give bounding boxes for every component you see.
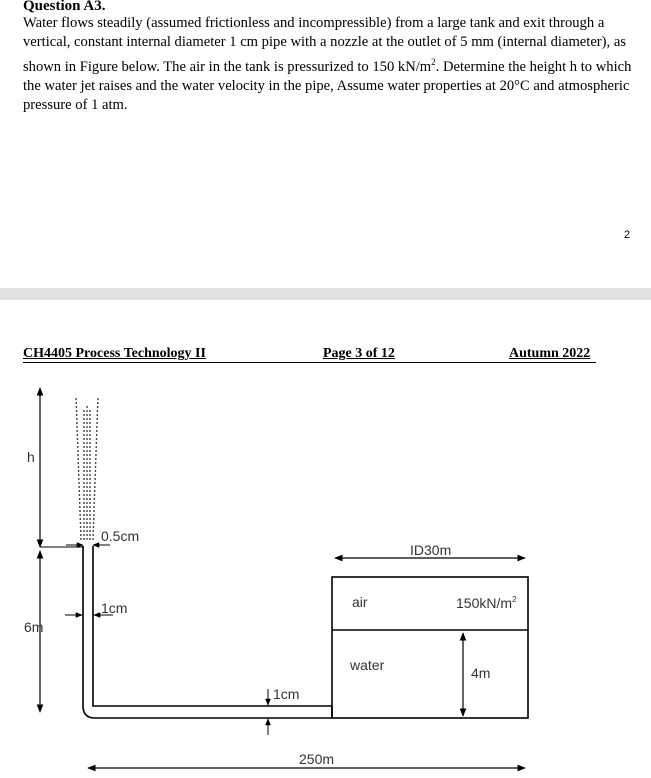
tank-diameter-label: ID30m (410, 542, 452, 558)
header-course: CH4405 Process Technology II (23, 346, 206, 361)
question-text (23, 14, 635, 116)
question-text-superscript: 2 (431, 56, 436, 67)
pressure-label (456, 595, 517, 611)
question-text-main: Water flows steadily (assumed frictionless and incompressible) from a large tank and exit through a vertical, constant internal diameter 1 cm pipe with a nozzle at the outlet of 5 mm (internal diameter), as shown in Figure below. The air in the tank is pressurized to 150 kN/m (23, 15, 626, 75)
length-label: 250m (299, 751, 335, 767)
air-label: air (352, 594, 368, 610)
water-depth-label: 4m (471, 665, 491, 681)
pipe-inner-wall (93, 546, 332, 706)
bottom-pipe-label: 1cm (273, 686, 300, 702)
pressure-superscript: 2 (512, 595, 517, 604)
h-label: h (27, 449, 35, 465)
pressure-value: 150kN/m (456, 595, 513, 611)
water-jet (76, 396, 98, 540)
question-title: Question A3. (23, 0, 106, 14)
water-label: water (350, 657, 385, 673)
pipe-height-label: 6m (24, 619, 44, 635)
header-term: Autumn 2022 (509, 346, 591, 361)
tank-pipe-figure (0, 380, 651, 778)
header-rule (23, 362, 596, 363)
pipe-diameter-label: 1cm (101, 600, 128, 616)
nozzle-label: 0.5cm (101, 528, 140, 544)
page-number: 2 (624, 229, 631, 241)
header-page: Page 3 of 12 (323, 346, 395, 361)
page-separator (0, 288, 651, 300)
question-text-end: . Determine the height h to which the water jet raises and the water velocity in the pipe, Assume water properties at 20°C and atmospheric pressure of 1 atm. (23, 58, 632, 114)
